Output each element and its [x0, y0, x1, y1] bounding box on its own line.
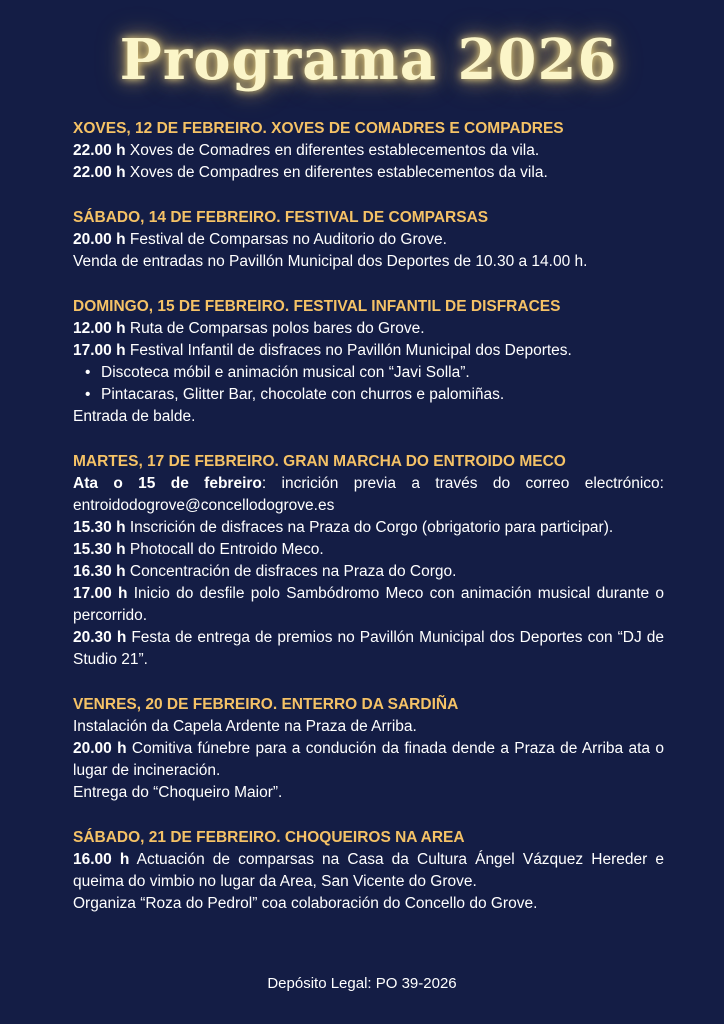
event-time: 20.00 h [73, 740, 127, 757]
schedule [73, 118, 664, 915]
event-description: Concentración de disfraces na Praza do Corgo. [125, 563, 457, 580]
day-heading: DOMINGO, 15 DE FEBREIRO. FESTIVAL INFANTIL DE DISFRACES [73, 298, 561, 315]
event-description: Inscrición de disfraces na Praza do Corgo (obrigatorio para participar). [125, 519, 614, 536]
day-heading: SÁBADO, 14 DE FEBREIRO. FESTIVAL DE COMPARSAS [73, 209, 489, 226]
event-description: Entrega do “Choqueiro Maior”. [73, 784, 283, 801]
day-section [73, 207, 664, 273]
activity-list [73, 362, 664, 406]
event-description: Venda de entradas no Pavillón Municipal dos Deportes de 10.30 a 14.00 h. [73, 253, 588, 270]
schedule-line [73, 229, 664, 251]
event-description: Inicio do desfile polo Sambódromo Meco con animación musical durante o percorrido. [73, 585, 664, 624]
event-time: Ata o 15 de febreiro [73, 475, 262, 492]
event-time: 16.30 h [73, 563, 126, 580]
event-time: 15.30 h [73, 519, 126, 536]
event-description: : incrición previa a través do correo electrónico: entroidodogrove@concellodogrove.es [73, 475, 664, 514]
schedule-line [73, 318, 664, 340]
event-time: 22.00 h [73, 142, 126, 159]
event-time: 20.30 h [73, 629, 127, 646]
event-time: 20.00 h [73, 231, 126, 248]
day-section [73, 118, 664, 184]
schedule-line [73, 140, 664, 162]
event-description: Photocall do Entroido Meco. [125, 541, 324, 558]
note-line: Entrada de balde. [73, 408, 196, 425]
event-description: Ruta de Comparsas polos bares do Grove. [125, 320, 425, 337]
list-item: • Discoteca móbil e animación musical con “Javi Solla”. [101, 362, 664, 384]
schedule-line [73, 162, 664, 184]
schedule-line [73, 340, 664, 362]
event-description: Festival de Comparsas no Auditorio do Grove. [125, 231, 447, 248]
event-time: 17.00 h [73, 585, 128, 602]
event-time: 16.00 h [73, 851, 130, 868]
event-description: Comitiva fúnebre para a condución da finada dende a Praza de Arriba ata o lugar de incineración. [73, 740, 665, 779]
schedule-line [73, 627, 664, 671]
event-time: 17.00 h [73, 342, 126, 359]
schedule-line [73, 561, 664, 583]
event-time: 12.00 h [73, 320, 126, 337]
event-description: Festival Infantil de disfraces no Pavillón Municipal dos Deportes. [125, 342, 572, 359]
schedule-line [73, 251, 664, 273]
day-heading: XOVES, 12 DE FEBREIRO. XOVES DE COMADRES E COMPADRES [73, 120, 564, 137]
event-description: Organiza “Roza do Pedrol” coa colaboración do Concello do Grove. [73, 895, 538, 912]
day-heading: VENRES, 20 DE FEBREIRO. ENTERRO DA SARDIÑA [73, 696, 459, 713]
day-section [73, 451, 664, 671]
event-time: 15.30 h [73, 541, 126, 558]
schedule-line [73, 849, 664, 893]
schedule-line [73, 738, 664, 782]
schedule-line [73, 893, 664, 915]
schedule-line [73, 583, 664, 627]
schedule-line [73, 782, 664, 804]
event-description: Festa de entrega de premios no Pavillón Municipal dos Deportes con “DJ de Studio 21”. [73, 629, 664, 668]
schedule-line [73, 517, 664, 539]
event-description: Actuación de comparsas na Casa da Cultura Ángel Vázquez Hereder e queima do vimbio no lugar da Area, San Vicente do Grove. [73, 851, 664, 890]
day-heading: MARTES, 17 DE FEBREIRO. GRAN MARCHA DO ENTROIDO MECO [73, 453, 566, 470]
event-description: Instalación da Capela Ardente na Praza de Arriba. [73, 718, 417, 735]
day-section [73, 296, 664, 428]
schedule-line [73, 473, 664, 517]
page-title: Programa 2026 [119, 27, 618, 93]
day-section [73, 827, 664, 915]
schedule-line [73, 716, 664, 738]
event-description: Xoves de Compadres en diferentes establecementos da vila. [125, 164, 548, 181]
schedule-line [73, 539, 664, 561]
list-item: • Pintacaras, Glitter Bar, chocolate con churros e palomiñas. [101, 384, 664, 406]
event-time: 22.00 h [73, 164, 126, 181]
day-section [73, 694, 664, 804]
event-description: Xoves de Comadres en diferentes establecementos da vila. [125, 142, 540, 159]
day-heading: SÁBADO, 21 DE FEBREIRO. CHOQUEIROS NA AREA [73, 829, 465, 846]
legal-deposit: Depósito Legal: PO 39-2026 [267, 975, 457, 992]
